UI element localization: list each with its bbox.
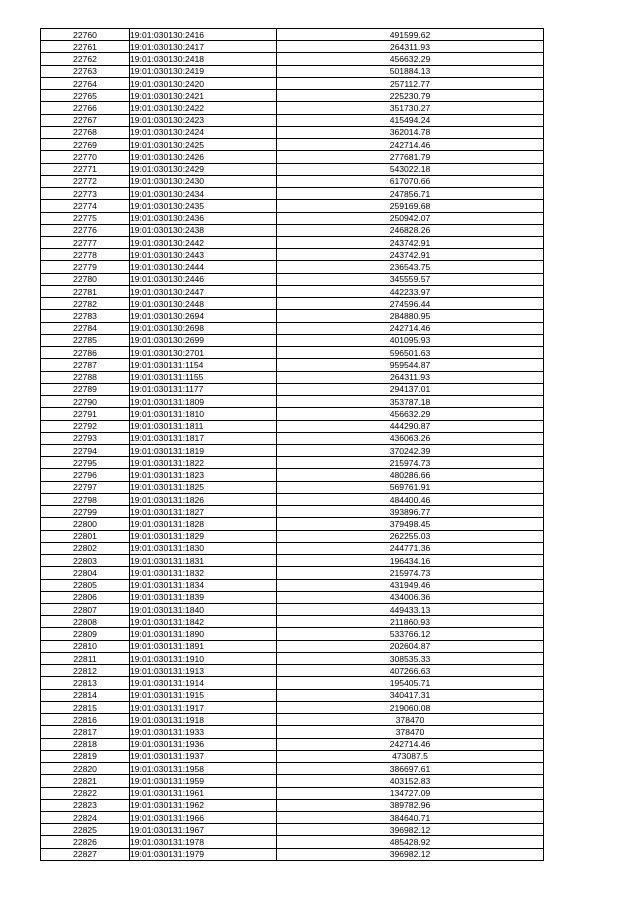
table-row xyxy=(41,481,544,493)
table-row xyxy=(41,530,544,542)
row-number-cell: 22817 xyxy=(41,726,130,738)
cadastral-value-cell: 379498.45 xyxy=(277,518,544,530)
table-row xyxy=(41,212,544,224)
row-number-cell: 22816 xyxy=(41,714,130,726)
row-number-cell: 22785 xyxy=(41,334,130,346)
cadastral-value-cell: 386697.61 xyxy=(277,763,544,775)
table-row xyxy=(41,420,544,432)
cadastral-number-cell: 19:01:030130:2416 xyxy=(130,29,277,41)
row-number-cell: 22764 xyxy=(41,77,130,89)
table-row xyxy=(41,90,544,102)
table-row xyxy=(41,298,544,310)
cadastral-number-cell: 19:01:030131:1840 xyxy=(130,604,277,616)
cadastral-number-cell: 19:01:030131:1890 xyxy=(130,628,277,640)
table-row xyxy=(41,126,544,138)
table-row xyxy=(41,457,544,469)
cadastral-number-cell: 19:01:030131:1826 xyxy=(130,493,277,505)
cadastral-number-cell: 19:01:030130:2447 xyxy=(130,285,277,297)
row-number-cell: 22787 xyxy=(41,359,130,371)
cadastral-number-cell: 19:01:030131:1891 xyxy=(130,640,277,652)
cadastral-value-cell: 257112.77 xyxy=(277,77,544,89)
cadastral-value-cell: 211860.93 xyxy=(277,616,544,628)
row-number-cell: 22815 xyxy=(41,701,130,713)
cadastral-value-cell: 243742.91 xyxy=(277,236,544,248)
cadastral-number-cell: 19:01:030131:1822 xyxy=(130,457,277,469)
table-row xyxy=(41,77,544,89)
cadastral-value-cell: 264311.93 xyxy=(277,41,544,53)
row-number-cell: 22783 xyxy=(41,310,130,322)
cadastral-number-cell: 19:01:030131:1966 xyxy=(130,812,277,824)
cadastral-value-cell: 473087.5 xyxy=(277,750,544,762)
cadastral-number-cell: 19:01:030131:1914 xyxy=(130,677,277,689)
cadastral-value-cell: 264311.93 xyxy=(277,371,544,383)
cadastral-number-cell: 19:01:030130:2420 xyxy=(130,77,277,89)
cadastral-value-cell: 225230.79 xyxy=(277,90,544,102)
cadastral-value-cell: 250942.07 xyxy=(277,212,544,224)
table-row xyxy=(41,175,544,187)
row-number-cell: 22810 xyxy=(41,640,130,652)
table-row xyxy=(41,29,544,41)
cadastral-number-cell: 19:01:030131:1823 xyxy=(130,469,277,481)
row-number-cell: 22761 xyxy=(41,41,130,53)
row-number-cell: 22802 xyxy=(41,542,130,554)
cadastral-value-cell: 491599.62 xyxy=(277,29,544,41)
table-row xyxy=(41,604,544,616)
cadastral-value-cell: 219060.08 xyxy=(277,701,544,713)
row-number-cell: 22765 xyxy=(41,90,130,102)
cadastral-number-cell: 19:01:030130:2443 xyxy=(130,249,277,261)
cadastral-value-cell: 436063.26 xyxy=(277,432,544,444)
table-row xyxy=(41,812,544,824)
cadastral-value-cell: 444290.87 xyxy=(277,420,544,432)
cadastral-value-cell: 274596.44 xyxy=(277,298,544,310)
cadastral-number-cell: 19:01:030130:2434 xyxy=(130,188,277,200)
cadastral-value-cell: 362014.78 xyxy=(277,126,544,138)
table-row xyxy=(41,102,544,114)
cadastral-value-cell: 370242.39 xyxy=(277,444,544,456)
cadastral-value-cell: 501884.13 xyxy=(277,65,544,77)
table-body xyxy=(41,29,544,861)
cadastral-number-cell: 19:01:030131:1831 xyxy=(130,555,277,567)
cadastral-number-cell: 19:01:030131:1155 xyxy=(130,371,277,383)
cadastral-number-cell: 19:01:030131:1828 xyxy=(130,518,277,530)
row-number-cell: 22796 xyxy=(41,469,130,481)
row-number-cell: 22790 xyxy=(41,396,130,408)
cadastral-value-cell: 277681.79 xyxy=(277,151,544,163)
row-number-cell: 22811 xyxy=(41,652,130,664)
cadastral-number-cell: 19:01:030131:1915 xyxy=(130,689,277,701)
table-row xyxy=(41,579,544,591)
row-number-cell: 22801 xyxy=(41,530,130,542)
cadastral-value-cell: 384640.71 xyxy=(277,812,544,824)
cadastral-number-cell: 19:01:030131:1936 xyxy=(130,738,277,750)
cadastral-value-cell: 484400.46 xyxy=(277,493,544,505)
cadastral-value-cell: 244771.36 xyxy=(277,542,544,554)
table-row xyxy=(41,763,544,775)
cadastral-value-cell: 596501.63 xyxy=(277,347,544,359)
table-row xyxy=(41,396,544,408)
table-row xyxy=(41,567,544,579)
cadastral-number-cell: 19:01:030130:2435 xyxy=(130,200,277,212)
table-row xyxy=(41,163,544,175)
cadastral-number-cell: 19:01:030131:1827 xyxy=(130,506,277,518)
cadastral-value-cell: 569761.91 xyxy=(277,481,544,493)
cadastral-number-cell: 19:01:030131:1959 xyxy=(130,775,277,787)
cadastral-number-cell: 19:01:030130:2444 xyxy=(130,261,277,273)
cadastral-number-cell: 19:01:030130:2423 xyxy=(130,114,277,126)
cadastral-number-cell: 19:01:030131:1839 xyxy=(130,591,277,603)
table-row xyxy=(41,224,544,236)
table-row xyxy=(41,408,544,420)
table-row xyxy=(41,139,544,151)
cadastral-number-cell: 19:01:030131:1811 xyxy=(130,420,277,432)
row-number-cell: 22781 xyxy=(41,285,130,297)
row-number-cell: 22805 xyxy=(41,579,130,591)
table-row xyxy=(41,506,544,518)
cadastral-number-cell: 19:01:030131:1967 xyxy=(130,824,277,836)
cadastral-number-cell: 19:01:030131:1958 xyxy=(130,763,277,775)
cadastral-value-cell: 215974.73 xyxy=(277,457,544,469)
table-row xyxy=(41,188,544,200)
row-number-cell: 22822 xyxy=(41,787,130,799)
cadastral-number-cell: 19:01:030130:2429 xyxy=(130,163,277,175)
table-row xyxy=(41,750,544,762)
row-number-cell: 22813 xyxy=(41,677,130,689)
cadastral-value-cell: 353787.18 xyxy=(277,396,544,408)
cadastral-value-cell: 431949.46 xyxy=(277,579,544,591)
cadastral-value-cell: 485428.92 xyxy=(277,836,544,848)
cadastral-number-cell: 19:01:030130:2448 xyxy=(130,298,277,310)
cadastral-value-table xyxy=(40,28,544,861)
table-row xyxy=(41,114,544,126)
row-number-cell: 22818 xyxy=(41,738,130,750)
row-number-cell: 22778 xyxy=(41,249,130,261)
cadastral-value-cell: 134727.09 xyxy=(277,787,544,799)
cadastral-number-cell: 19:01:030130:2421 xyxy=(130,90,277,102)
cadastral-number-cell: 19:01:030130:2699 xyxy=(130,334,277,346)
table-row xyxy=(41,322,544,334)
cadastral-value-cell: 284880.95 xyxy=(277,310,544,322)
cadastral-value-cell: 456632.29 xyxy=(277,408,544,420)
row-number-cell: 22792 xyxy=(41,420,130,432)
row-number-cell: 22777 xyxy=(41,236,130,248)
table-row xyxy=(41,775,544,787)
cadastral-number-cell: 19:01:030130:2417 xyxy=(130,41,277,53)
cadastral-number-cell: 19:01:030131:1978 xyxy=(130,836,277,848)
cadastral-value-cell: 442233.97 xyxy=(277,285,544,297)
table-row xyxy=(41,371,544,383)
table-row xyxy=(41,65,544,77)
row-number-cell: 22770 xyxy=(41,151,130,163)
row-number-cell: 22780 xyxy=(41,273,130,285)
cadastral-number-cell: 19:01:030130:2418 xyxy=(130,53,277,65)
cadastral-value-cell: 403152.83 xyxy=(277,775,544,787)
table-row xyxy=(41,469,544,481)
cadastral-number-cell: 19:01:030130:2425 xyxy=(130,139,277,151)
row-number-cell: 22800 xyxy=(41,518,130,530)
row-number-cell: 22775 xyxy=(41,212,130,224)
cadastral-value-cell: 959544.87 xyxy=(277,359,544,371)
cadastral-number-cell: 19:01:030130:2436 xyxy=(130,212,277,224)
cadastral-value-cell: 396982.12 xyxy=(277,824,544,836)
table-row xyxy=(41,701,544,713)
row-number-cell: 22763 xyxy=(41,65,130,77)
cadastral-value-cell: 345559.57 xyxy=(277,273,544,285)
cadastral-number-cell: 19:01:030131:1961 xyxy=(130,787,277,799)
table-row xyxy=(41,542,544,554)
cadastral-number-cell: 19:01:030130:2430 xyxy=(130,175,277,187)
row-number-cell: 22791 xyxy=(41,408,130,420)
row-number-cell: 22768 xyxy=(41,126,130,138)
row-number-cell: 22772 xyxy=(41,175,130,187)
cadastral-number-cell: 19:01:030130:2426 xyxy=(130,151,277,163)
cadastral-value-cell: 308535.33 xyxy=(277,652,544,664)
cadastral-value-cell: 243742.91 xyxy=(277,249,544,261)
cadastral-value-cell: 480286.66 xyxy=(277,469,544,481)
table-row xyxy=(41,285,544,297)
cadastral-value-cell: 449433.13 xyxy=(277,604,544,616)
table-row xyxy=(41,151,544,163)
table-row xyxy=(41,347,544,359)
table-row xyxy=(41,836,544,848)
cadastral-number-cell: 19:01:030131:1810 xyxy=(130,408,277,420)
row-number-cell: 22794 xyxy=(41,444,130,456)
cadastral-number-cell: 19:01:030131:1177 xyxy=(130,383,277,395)
cadastral-value-cell: 543022.18 xyxy=(277,163,544,175)
row-number-cell: 22821 xyxy=(41,775,130,787)
row-number-cell: 22776 xyxy=(41,224,130,236)
row-number-cell: 22793 xyxy=(41,432,130,444)
row-number-cell: 22782 xyxy=(41,298,130,310)
row-number-cell: 22826 xyxy=(41,836,130,848)
table-row xyxy=(41,444,544,456)
cadastral-number-cell: 19:01:030131:1937 xyxy=(130,750,277,762)
row-number-cell: 22809 xyxy=(41,628,130,640)
cadastral-number-cell: 19:01:030131:1154 xyxy=(130,359,277,371)
cadastral-value-cell: 196434.16 xyxy=(277,555,544,567)
cadastral-value-cell: 407266.63 xyxy=(277,665,544,677)
row-number-cell: 22798 xyxy=(41,493,130,505)
cadastral-number-cell: 19:01:030130:2422 xyxy=(130,102,277,114)
cadastral-value-cell: 242714.46 xyxy=(277,139,544,151)
cadastral-value-cell: 236543.75 xyxy=(277,261,544,273)
row-number-cell: 22819 xyxy=(41,750,130,762)
table-row xyxy=(41,616,544,628)
row-number-cell: 22797 xyxy=(41,481,130,493)
table-row xyxy=(41,383,544,395)
cadastral-number-cell: 19:01:030131:1979 xyxy=(130,848,277,860)
cadastral-number-cell: 19:01:030131:1819 xyxy=(130,444,277,456)
cadastral-number-cell: 19:01:030131:1817 xyxy=(130,432,277,444)
row-number-cell: 22824 xyxy=(41,812,130,824)
table-row xyxy=(41,591,544,603)
cadastral-value-cell: 389782.96 xyxy=(277,799,544,811)
table-row xyxy=(41,726,544,738)
table-row xyxy=(41,236,544,248)
row-number-cell: 22799 xyxy=(41,506,130,518)
cadastral-number-cell: 19:01:030131:1809 xyxy=(130,396,277,408)
cadastral-value-cell: 401095.93 xyxy=(277,334,544,346)
table-row xyxy=(41,53,544,65)
table-row xyxy=(41,628,544,640)
cadastral-number-cell: 19:01:030131:1834 xyxy=(130,579,277,591)
row-number-cell: 22784 xyxy=(41,322,130,334)
cadastral-value-cell: 215974.73 xyxy=(277,567,544,579)
row-number-cell: 22806 xyxy=(41,591,130,603)
row-number-cell: 22814 xyxy=(41,689,130,701)
cadastral-value-cell: 340417.31 xyxy=(277,689,544,701)
cadastral-value-cell: 415494.24 xyxy=(277,114,544,126)
cadastral-number-cell: 19:01:030131:1962 xyxy=(130,799,277,811)
row-number-cell: 22820 xyxy=(41,763,130,775)
table-row xyxy=(41,799,544,811)
cadastral-number-cell: 19:01:030131:1910 xyxy=(130,652,277,664)
row-number-cell: 22786 xyxy=(41,347,130,359)
table-row xyxy=(41,689,544,701)
table-row xyxy=(41,665,544,677)
row-number-cell: 22807 xyxy=(41,604,130,616)
cadastral-value-cell: 351730.27 xyxy=(277,102,544,114)
row-number-cell: 22812 xyxy=(41,665,130,677)
cadastral-number-cell: 19:01:030131:1917 xyxy=(130,701,277,713)
cadastral-number-cell: 19:01:030130:2442 xyxy=(130,236,277,248)
table-row xyxy=(41,824,544,836)
row-number-cell: 22823 xyxy=(41,799,130,811)
row-number-cell: 22769 xyxy=(41,139,130,151)
cadastral-number-cell: 19:01:030131:1913 xyxy=(130,665,277,677)
cadastral-number-cell: 19:01:030130:2446 xyxy=(130,273,277,285)
row-number-cell: 22767 xyxy=(41,114,130,126)
cadastral-value-cell: 202604.87 xyxy=(277,640,544,652)
cadastral-number-cell: 19:01:030131:1918 xyxy=(130,714,277,726)
table-row xyxy=(41,652,544,664)
row-number-cell: 22827 xyxy=(41,848,130,860)
cadastral-value-cell: 242714.46 xyxy=(277,738,544,750)
cadastral-value-cell: 247856.71 xyxy=(277,188,544,200)
row-number-cell: 22771 xyxy=(41,163,130,175)
row-number-cell: 22788 xyxy=(41,371,130,383)
cadastral-value-cell: 294137.01 xyxy=(277,383,544,395)
table-row xyxy=(41,493,544,505)
row-number-cell: 22795 xyxy=(41,457,130,469)
cadastral-number-cell: 19:01:030131:1842 xyxy=(130,616,277,628)
table-row xyxy=(41,848,544,860)
cadastral-value-cell: 617070.66 xyxy=(277,175,544,187)
cadastral-value-cell: 246828.26 xyxy=(277,224,544,236)
table-row xyxy=(41,41,544,53)
table-row xyxy=(41,249,544,261)
row-number-cell: 22773 xyxy=(41,188,130,200)
cadastral-number-cell: 19:01:030131:1830 xyxy=(130,542,277,554)
row-number-cell: 22804 xyxy=(41,567,130,579)
cadastral-number-cell: 19:01:030130:2698 xyxy=(130,322,277,334)
cadastral-value-cell: 262255.03 xyxy=(277,530,544,542)
cadastral-value-cell: 434006.36 xyxy=(277,591,544,603)
cadastral-value-cell: 393896.77 xyxy=(277,506,544,518)
cadastral-value-cell: 195405.71 xyxy=(277,677,544,689)
cadastral-value-cell: 378470 xyxy=(277,726,544,738)
cadastral-number-cell: 19:01:030131:1829 xyxy=(130,530,277,542)
table-row xyxy=(41,200,544,212)
row-number-cell: 22825 xyxy=(41,824,130,836)
cadastral-number-cell: 19:01:030130:2694 xyxy=(130,310,277,322)
cadastral-number-cell: 19:01:030131:1832 xyxy=(130,567,277,579)
row-number-cell: 22766 xyxy=(41,102,130,114)
table-row xyxy=(41,738,544,750)
table-row xyxy=(41,518,544,530)
table-row xyxy=(41,555,544,567)
table-row xyxy=(41,359,544,371)
table-row xyxy=(41,677,544,689)
row-number-cell: 22803 xyxy=(41,555,130,567)
cadastral-value-cell: 396982.12 xyxy=(277,848,544,860)
cadastral-value-cell: 242714.46 xyxy=(277,322,544,334)
cadastral-value-cell: 378470 xyxy=(277,714,544,726)
cadastral-number-cell: 19:01:030131:1825 xyxy=(130,481,277,493)
table-row xyxy=(41,261,544,273)
cadastral-number-cell: 19:01:030130:2419 xyxy=(130,65,277,77)
cadastral-value-cell: 533766.12 xyxy=(277,628,544,640)
row-number-cell: 22774 xyxy=(41,200,130,212)
row-number-cell: 22762 xyxy=(41,53,130,65)
table-row xyxy=(41,432,544,444)
row-number-cell: 22789 xyxy=(41,383,130,395)
cadastral-number-cell: 19:01:030130:2424 xyxy=(130,126,277,138)
table-row xyxy=(41,787,544,799)
table-row xyxy=(41,310,544,322)
table-row xyxy=(41,334,544,346)
table-row xyxy=(41,273,544,285)
cadastral-number-cell: 19:01:030130:2438 xyxy=(130,224,277,236)
table-row xyxy=(41,714,544,726)
row-number-cell: 22760 xyxy=(41,29,130,41)
table-row xyxy=(41,640,544,652)
row-number-cell: 22779 xyxy=(41,261,130,273)
cadastral-number-cell: 19:01:030130:2701 xyxy=(130,347,277,359)
cadastral-value-cell: 259169.68 xyxy=(277,200,544,212)
cadastral-value-cell: 456632.29 xyxy=(277,53,544,65)
cadastral-number-cell: 19:01:030131:1933 xyxy=(130,726,277,738)
row-number-cell: 22808 xyxy=(41,616,130,628)
